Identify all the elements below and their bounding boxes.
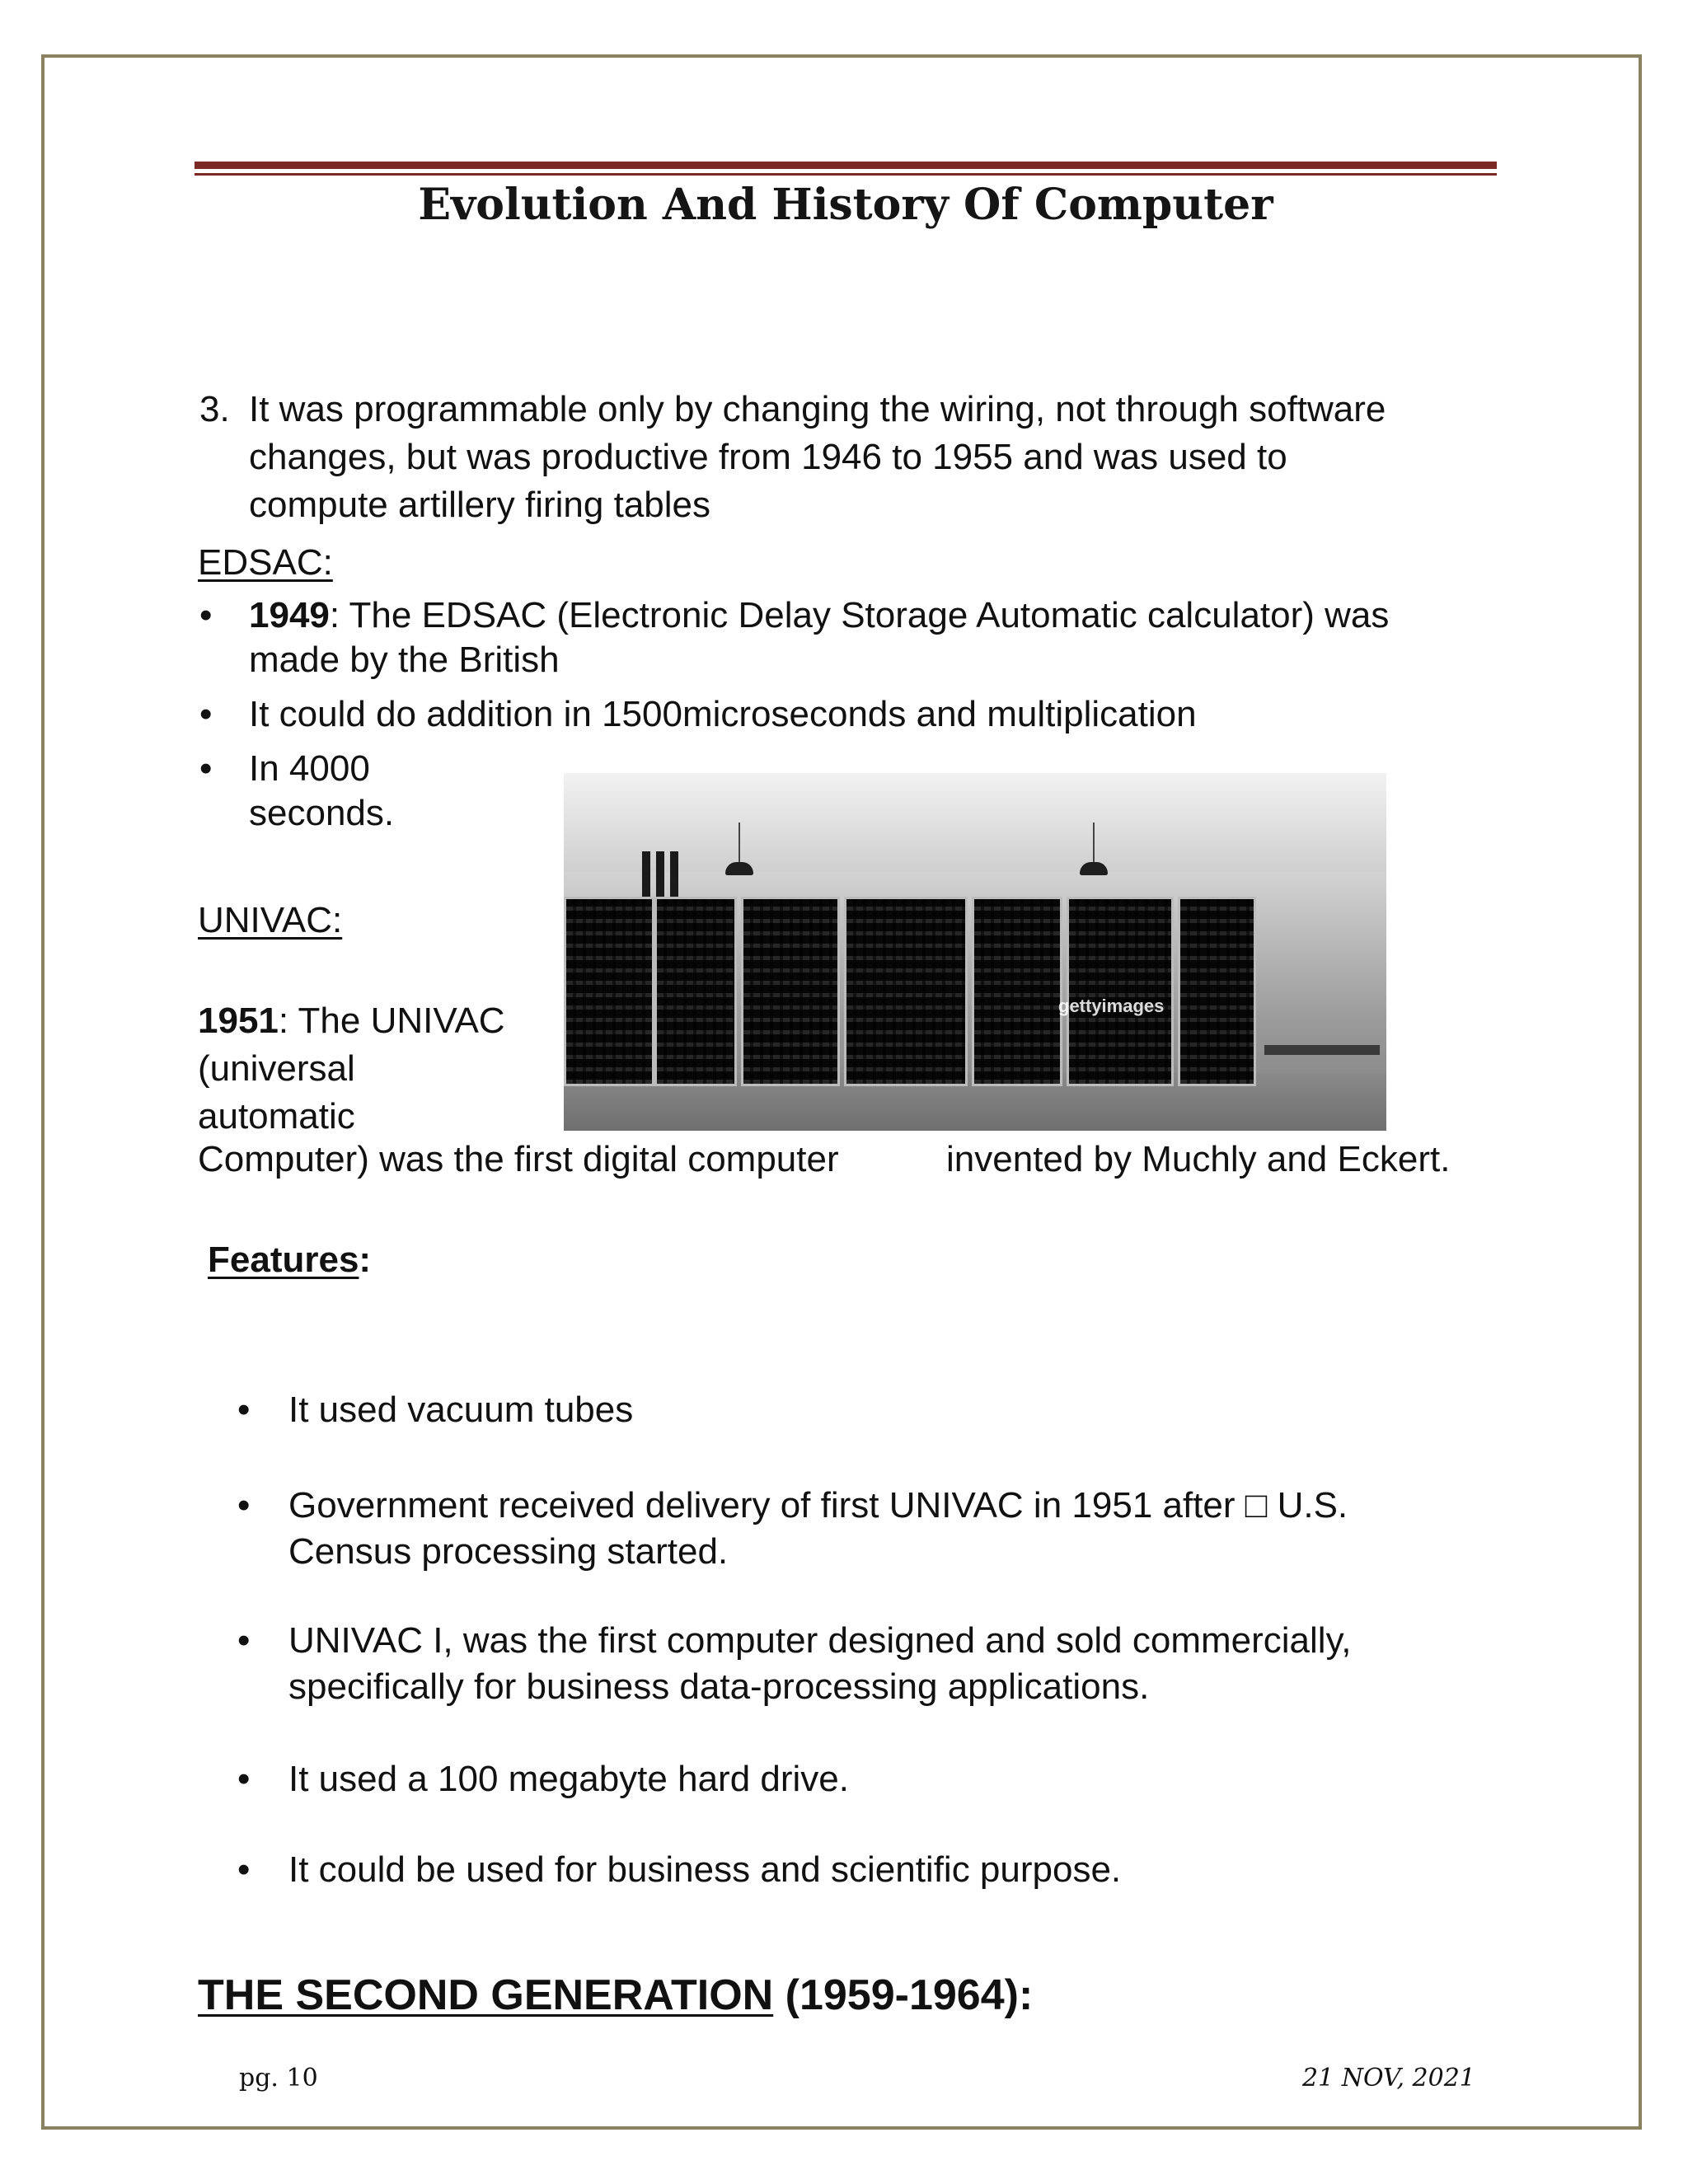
edsac-heading: EDSAC:	[198, 542, 333, 583]
edsac-bullet-1-text: : The EDSAC (Electronic Delay Storage Automatic calculator) was	[329, 595, 1390, 635]
photo-rack	[741, 897, 840, 1086]
bullet: •	[199, 748, 213, 789]
photo-rack	[654, 897, 737, 1086]
bullet: •	[237, 1390, 251, 1430]
feature-item-3-line-2: specifically for business data-processing applications.	[288, 1666, 1150, 1707]
photo-rack	[564, 897, 654, 1086]
feature-item-3-line-1: UNIVAC I, was the first computer designed and sold commercially,	[288, 1620, 1352, 1661]
univac-year: 1951	[198, 1001, 279, 1041]
photo-rack	[1178, 897, 1256, 1086]
photo-rack	[844, 897, 968, 1086]
header-rule	[195, 162, 1497, 169]
univac-line-3: automatic	[198, 1096, 355, 1137]
univac-line-4-left: Computer) was the first digital computer	[198, 1139, 839, 1179]
bullet: •	[237, 1849, 251, 1890]
edsac-photo	[564, 773, 1386, 1131]
univac-line-2: (universal	[198, 1048, 355, 1089]
feature-item-1: It used vacuum tubes	[288, 1390, 634, 1430]
features-heading	[208, 1236, 371, 1284]
edsac-bullet-3-line-1: In 4000	[249, 748, 370, 789]
photo-desk	[1264, 1045, 1380, 1055]
footer-page-number: pg. 10	[239, 2064, 318, 2093]
intro-line-2: changes, but was productive from 1946 to 1955 and was used to	[249, 437, 1287, 477]
edsac-year: 1949	[249, 595, 330, 635]
feature-item-5: It could be used for business and scientific purpose.	[288, 1849, 1122, 1890]
edsac-bullet-1-line-1	[249, 592, 1389, 640]
second-generation-heading	[198, 1968, 1033, 2022]
bullet: •	[237, 1620, 251, 1661]
edsac-bullet-1-line-2: made by the British	[249, 640, 560, 680]
feature-item-4: It used a 100 megabyte hard drive.	[288, 1759, 849, 1799]
univac-heading: UNIVAC:	[198, 900, 343, 940]
edsac-bullet-3-line-2: seconds.	[249, 793, 395, 833]
bullet: •	[199, 694, 213, 734]
second-generation-years: (1959-1964):	[773, 1971, 1034, 2019]
photo-ceiling	[564, 773, 1386, 872]
features-heading-colon: :	[359, 1240, 372, 1280]
footer-date: 21 NOV, 2021	[1302, 2064, 1475, 2093]
univac-line-1-text: : The UNIVAC	[278, 1001, 505, 1041]
bullet: •	[237, 1759, 251, 1799]
photo-lamp	[725, 862, 753, 875]
features-heading-label: Features	[208, 1240, 359, 1280]
photo-lamp	[1080, 862, 1108, 875]
document-title: Evolution And History Of Computer	[418, 180, 1273, 230]
edsac-bullet-2: It could do addition in 1500microseconds and multiplication	[249, 694, 1197, 734]
feature-item-2-line-2: Census processing started.	[288, 1531, 729, 1572]
photo-lamp-cord	[738, 823, 740, 864]
intro-line-3: compute artillery firing tables	[249, 485, 711, 525]
univac-line-1	[198, 997, 505, 1045]
feature-item-2-line-1: Government received delivery of first UNIVAC in 1951 after □ U.S.	[288, 1485, 1348, 1526]
bullet: •	[237, 1485, 251, 1526]
photo-lamp-cord	[1093, 823, 1095, 864]
intro-line-1: It was programmable only by changing the wiring, not through software	[249, 389, 1386, 429]
bullet: •	[199, 595, 213, 635]
univac-line-4-right: invented by Muchly and Eckert.	[946, 1139, 1451, 1179]
list-number: 3.	[199, 389, 230, 429]
photo-watermark: gettyimages	[1058, 996, 1165, 1016]
photo-rack	[972, 897, 1062, 1086]
second-generation-title: THE SECOND GENERATION	[198, 1971, 774, 2019]
photo-rack	[1067, 897, 1174, 1086]
header-rule-thin	[195, 173, 1497, 176]
